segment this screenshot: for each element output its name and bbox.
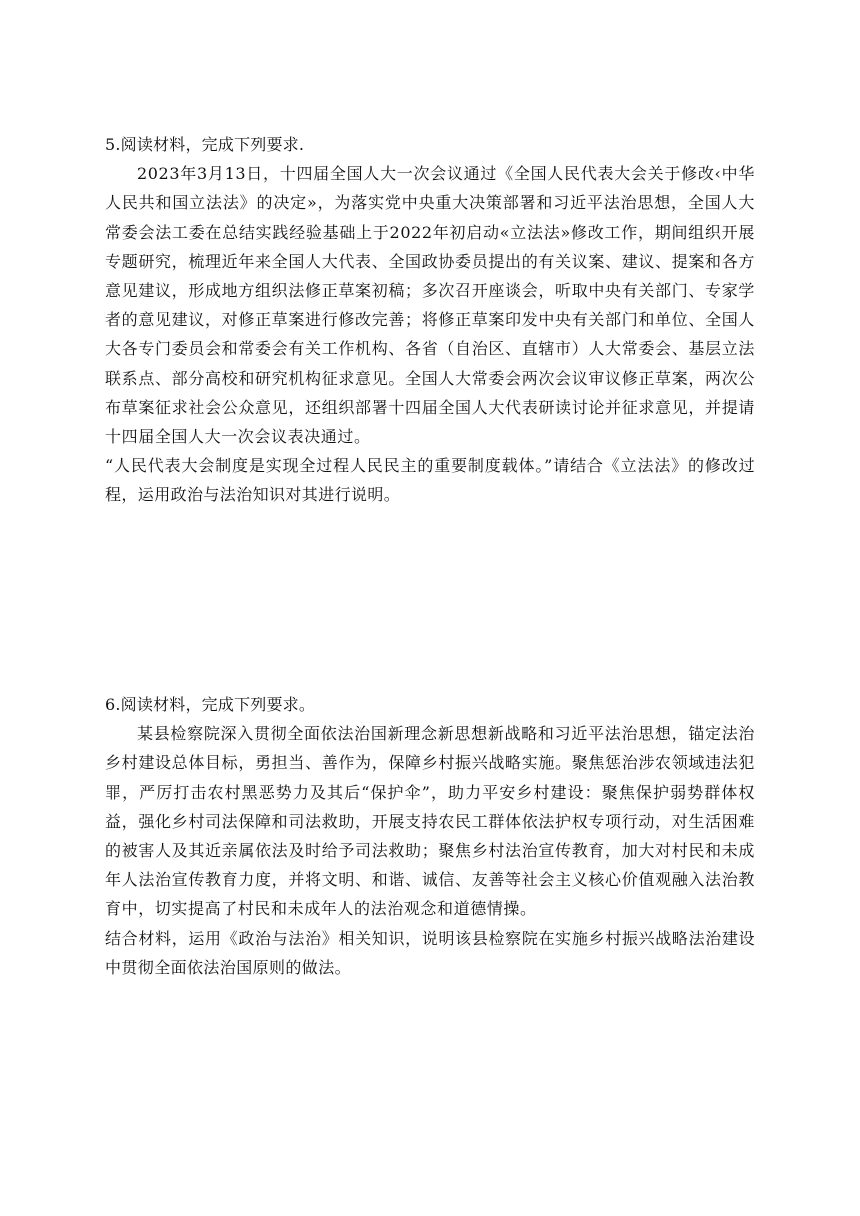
question-title: 5.阅读材料，完成下列要求. [105, 135, 305, 154]
question-prompt: 结合材料，运用《政治与法治》相关知识，说明该县检察院在实施乡村振兴战略法治建设中贯彻全面依法治国原则的做法。 [105, 928, 755, 977]
question-title: 6.阅读材料，完成下列要求。 [105, 695, 316, 714]
question-material: 2023年3月13日，十四届全国人大一次会议通过《全国人民代表大会关于修改‹中华人民共和国立法法》的决定»，为落实党中央重大决策部署和习近平法治思想，全国人大常委会法工委在总结实践经验基础上于2022年初启动«立法法»修改工作，期间组织开展专题研究，梳理近年来全国人大代表、全国政协委员提出的有关议案、建议、提案和各方意见建议，形成地方组织法修正草案初稿；多次召开座谈会，听取中央有关部门、专家学者的意见建议，对修正草案进行修改完善；将修正草案印发中央有关部门和单位、全国人大各专门委员会和常委会有关工作机构、各省（自治区、直辖市）人大常委会、基层立法联系点、部分高校和研究机构征求意见。全国人大常委会两次会议审议修正草案，两次公布草案征求社会公众意见，还组织部署十四届全国人大代表研读讨论并征求意见，并提请十四届全国人大一次会议表决通过。 [105, 164, 755, 447]
question-5 [105, 130, 755, 510]
question-6 [105, 690, 755, 982]
question-material: 某县检察院深入贯彻全面依法治国新理念新思想新战略和习近平法治思想，锚定法治乡村建设总体目标，勇担当、善作为，保障乡村振兴战略实施。聚焦惩治涉农领域违法犯罪，严厉打击农村黑恶势力及其后“保护伞”，助力平安乡村建设：聚焦保护弱势群体权益，强化乡村司法保障和司法救助，开展支持农民工群体依法护权专项行动，对生活困难的被害人及其近亲属依法及时给予司法救助；聚焦乡村法治宣传教育，加大对村民和未成年人法治宣传教育力度，并将文明、和谐、诚信、友善等社会主义核心价值观融入法治教育中，切实提高了村民和未成年人的法治观念和道德情操。 [105, 724, 755, 919]
question-prompt: “人民代表大会制度是实现全过程人民民主的重要制度载体。”请结合《立法法》的修改过程，运用政治与法治知识对其进行说明。 [105, 456, 755, 505]
